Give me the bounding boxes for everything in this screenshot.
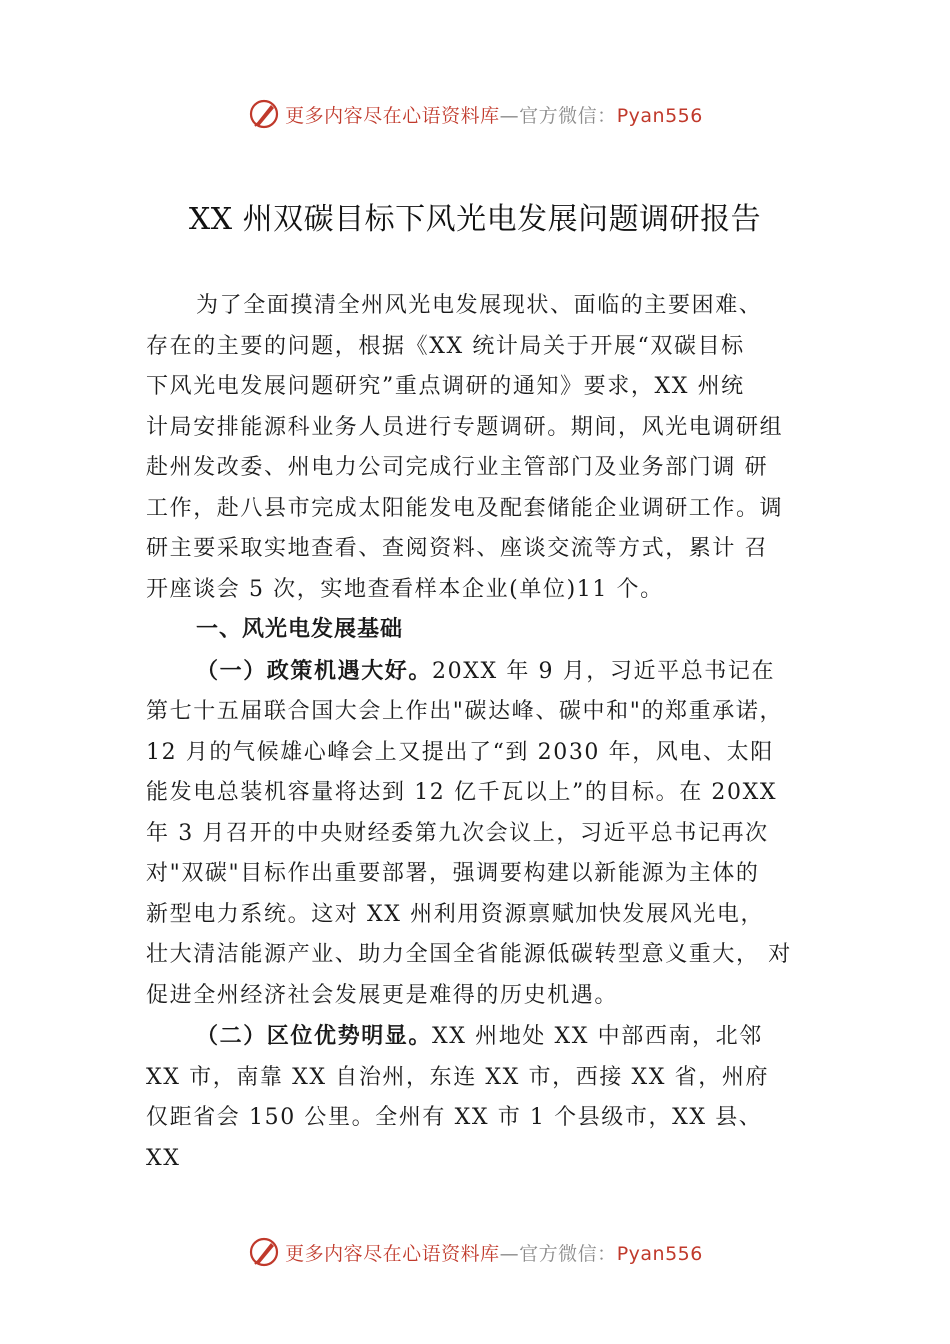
header-banner: [0, 94, 950, 134]
banner-dash: —: [499, 104, 520, 127]
text-line: XX 市，南靠 XX 自治州，东连 XX 市，西接 XX 省，州府: [146, 1064, 770, 1090]
banner-wechat-id: Pyan556: [616, 104, 703, 127]
text-line: 新型电力系统。这对 XX 州利用资源禀赋加快发展风光电，: [146, 901, 765, 927]
text-fragment: XX 州地处 XX 中部西南，北邻: [432, 1024, 763, 1049]
text-line: 促进全州经济社会发展更是难得的历史机遇。: [146, 982, 619, 1008]
text-line: 壮大清洁能源产业、助力全国全省能源低碳转型意义重大， 对: [146, 942, 792, 967]
subsection-2-paragraph: [146, 1016, 836, 1179]
text-line: 赴州发改委、州电力公司完成行业主管部门及业务部门调 研: [146, 455, 769, 480]
text-line: [146, 1016, 836, 1058]
subsection-2-heading: （二）区位优势明显。: [196, 1023, 433, 1049]
text-line: 第七十五届联合国大会上作出"碳达峰、碳中和"的郑重承诺，: [146, 699, 784, 724]
document-body: [146, 286, 836, 1179]
text-line: 存在的主要的问题，根据《XX 统计局关于开展“双碳目标: [146, 333, 745, 359]
banner-dash: —: [499, 1242, 520, 1265]
text-fragment: 20XX 年 9 月，习近平总书记在: [432, 658, 776, 684]
text-line: 开座谈会 5 次，实地查看样本企业(单位)11 个。: [146, 576, 664, 602]
text-line: 对"双碳"目标作出重要部署，强调要构建以新能源为主体的: [146, 861, 760, 886]
text-line: 为了全面摸清全州风光电发展现状、面临的主要困难、: [196, 293, 763, 318]
banner-library-name: 更多内容尽在心语资料库: [285, 104, 500, 127]
banner-text: [285, 1239, 703, 1266]
text-line: 下风光电发展问题研究”重点调研的通知》要求，XX 州统: [146, 374, 745, 399]
intro-paragraph: [146, 286, 836, 610]
subsection-1-paragraph: [146, 651, 836, 1017]
quill-pen-logo-icon: [247, 97, 281, 131]
text-line: 仅距省会 150 公里。全州有 XX 市 1 个县级市，XX 县、: [146, 1105, 763, 1130]
text-line: XX: [146, 1145, 181, 1171]
text-line: 能发电总装机容量将达到 12 亿千瓦以上”的目标。在 20XX: [146, 780, 778, 805]
section-heading-1: 一、风光电发展基础: [196, 617, 404, 642]
subsection-1-heading: （一）政策机遇大好。: [196, 657, 433, 684]
text-line: 工作，赴八县市完成太阳能发电及配套储能企业调研工作。调: [146, 495, 784, 521]
text-line: [146, 651, 836, 693]
footer-banner: [0, 1232, 950, 1272]
banner-text: [285, 101, 703, 128]
text-line: 计局安排能源科业务人员进行专题调研。期间，风光电调研组: [146, 414, 784, 440]
document-title: XX 州双碳目标下风光电发展问题调研报告: [188, 202, 762, 237]
banner-wechat-id: Pyan556: [616, 1242, 703, 1265]
banner-library-name: 更多内容尽在心语资料库: [285, 1242, 500, 1265]
banner-wechat-label: 官方微信：: [519, 104, 617, 127]
text-line: 研主要采取实地查看、查阅资料、座谈交流等方式，累计 召: [146, 536, 769, 561]
banner-wechat-label: 官方微信：: [519, 1242, 617, 1265]
text-line: 12 月的气候雄心峰会上又提出了“到 2030 年，风电、太阳: [146, 739, 774, 765]
quill-pen-logo-icon: [247, 1235, 281, 1269]
text-line: 年 3 月召开的中央财经委第九次会议上，习近平总书记再次: [146, 820, 769, 846]
